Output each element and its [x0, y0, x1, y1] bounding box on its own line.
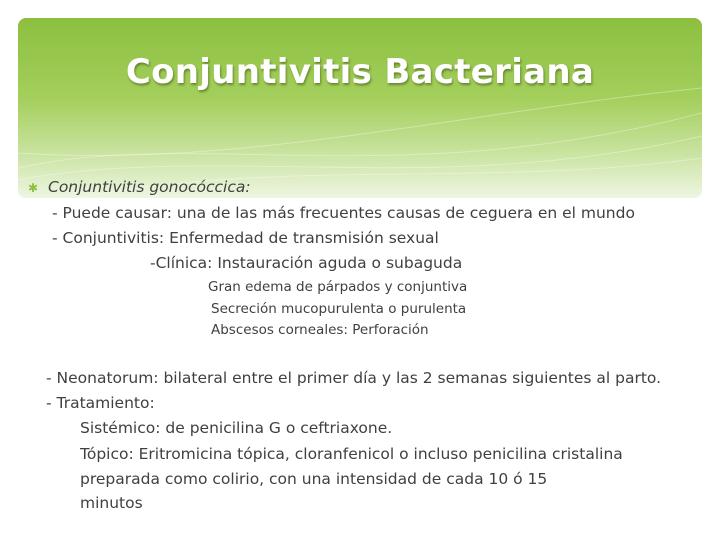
line-neonatorum: - Neonatorum: bilateral entre el primer día y las 2 semanas siguientes al parto. [46, 369, 662, 387]
line-secrecion: Secreción mucopurulenta o purulenta [211, 301, 467, 317]
asterisk-bullet-icon: ✱ [28, 181, 39, 195]
line-puede-causar: - Puede causar: una de las más frecuentes causas de ceguera en el mundo [52, 204, 635, 222]
line-minutos: minutos [80, 494, 143, 512]
decorative-swirl-lines [18, 18, 702, 198]
title-banner [18, 18, 702, 198]
line-edema: Gran edema de párpados y conjuntiva [208, 279, 468, 295]
line-clinica: -Clínica: Instauración aguda o subaguda [150, 254, 463, 272]
line-tratamiento: - Tratamiento: [46, 394, 155, 412]
slide-title: Conjuntivitis Bacteriana [125, 52, 595, 92]
line-topico: Tópico: Eritromicina tópica, cloranfenicol o incluso penicilina cristalina [80, 445, 623, 463]
line-colirio: preparada como colirio, con una intensidad de cada 10 ó 15 [80, 470, 548, 488]
heading-gonococcica: Conjuntivitis gonocóccica: [48, 178, 251, 196]
line-abscesos: Abscesos corneales: Perforación [211, 322, 429, 338]
line-sistemico: Sistémico: de penicilina G o ceftriaxone. [80, 419, 393, 437]
line-ets: - Conjuntivitis: Enfermedad de transmisión sexual [52, 229, 439, 247]
